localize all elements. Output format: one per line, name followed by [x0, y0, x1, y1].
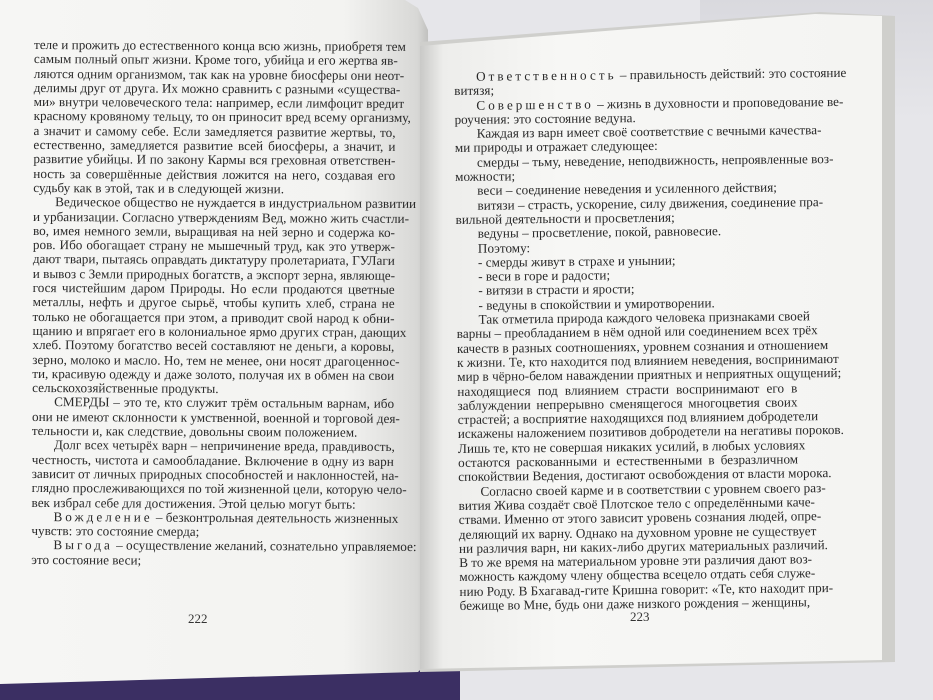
- line-text: гося чистейшим даром Природы. Но если продаются цветные: [32, 280, 395, 297]
- line-text: а значит и самому себе. Если замедляется развитие жертвы, то,: [33, 122, 396, 140]
- line-text: – осуществление желаний, сознательно управляемое:: [112, 537, 417, 555]
- line-text: к жизни. Те, кто находится под влиянием неведения, воспринимают: [456, 350, 839, 370]
- line-text: Ведическое общество не нуждается в индустриальном развитии: [55, 194, 417, 212]
- line-text: деляющий их варну. Однако на духовном уровне не существует: [458, 522, 817, 542]
- text-line: [31, 553, 393, 569]
- line-text: - ведуны в спокойствии и умиротворении.: [478, 295, 715, 313]
- line-text: честность, чистота и самообладание. Включение в одну из варн: [31, 451, 394, 469]
- page-number-right: 223: [630, 609, 650, 624]
- line-text: страстей; а восприятие находящихся под влиянием добродетели: [457, 408, 819, 428]
- line-text: сельскохозяйственные продукты.: [32, 380, 219, 397]
- line-text: они не имеют склонности к умственной, военной и торговой дея-: [31, 408, 400, 426]
- line-text: Каждая из варн имеет своё соответствие с вечными качества-: [476, 122, 822, 141]
- emphasized-term: Вожделение: [53, 508, 153, 525]
- line-text: только не обогащается при этом, а приводит свой народ к обни-: [32, 308, 395, 326]
- left-page-text: [31, 37, 417, 569]
- line-text: чувств: это состояние смерда;: [31, 523, 200, 539]
- line-text: – жизнь в духовности и проповедование ве-: [593, 93, 844, 112]
- line-text: и вывоз с Земли природных богатств, а экспорт зерна, являюще-: [32, 265, 396, 283]
- line-text: смерды – тьму, неведение, неподвижность, непроявленные воз-: [476, 150, 834, 170]
- line-text: Долг всех четырёх варн – непричинение вреда, правдивость,: [53, 437, 395, 455]
- line-text: - смерды живут в страхе и унынии;: [477, 252, 676, 270]
- line-text: можность каждому члену общества всецело отдать себя служе-: [459, 565, 816, 585]
- line-text: Так отметила природа каждого человека признаками своей: [478, 308, 810, 327]
- line-text: Поэтому:: [477, 239, 531, 256]
- line-text: вития Жива создаёт своё Плотское тело с определёнными каче-: [458, 494, 815, 513]
- line-text: металлы, нефть и другое сырьё, чтобы купить хлеб, страна не: [32, 294, 395, 312]
- line-text: – правильность действий: это состояние: [616, 64, 847, 83]
- line-text: ность за совершённые действия ложится на него, создавая его: [33, 165, 396, 183]
- line-text: красному кровяному тельцу, то он приносит вред всему организму,: [33, 108, 411, 126]
- right-page-text: [454, 64, 847, 613]
- line-text: ров. Ибо обогащает страну не мышечный труд, как это утверж-: [32, 237, 395, 255]
- line-text: это состояние веси;: [31, 551, 142, 568]
- line-text: В то же время на материальном уровне эти различия дают воз-: [459, 551, 813, 571]
- line-text: и урбанизации. Согласно утверждениям Вед, можно жить счастли-: [33, 208, 410, 226]
- line-text: находящиеся под влиянием страсти воспринимают его в: [457, 379, 798, 399]
- line-text: СМЕРДЫ – это те, кто служит трём остальным варнам, ибо: [54, 394, 395, 412]
- line-text: Лишь те, кто не совершая никаких усилий, в любых условиях: [457, 437, 806, 456]
- line-text: качеств в разных соотношениях, уровнем сознания и отношением: [456, 336, 829, 356]
- line-text: зависит от личных природных способностей и наклонностей, на-: [31, 465, 399, 483]
- line-text: самым полный опыт жизни. Кроме того, убийца и его жертва яв-: [33, 51, 398, 69]
- line-text: – безконтрольная деятельность жизненных: [152, 509, 399, 526]
- line-text: веси – соединение неведения и усиленного действия;: [477, 180, 777, 199]
- line-text: витязя;: [454, 82, 495, 99]
- line-text: ведуны – просветление, покой, равновесие.: [477, 223, 722, 242]
- line-text: заблуждении непрерывно сменящегося многоцветия своих: [457, 394, 798, 413]
- line-text: во, имея немного земли, выращивая на ней зерно и содержа ко-: [32, 222, 396, 240]
- line-text: варны – преобладанием в нём одной или соединением всех трёх: [456, 322, 818, 342]
- emphasized-term: Совершенство: [476, 96, 594, 113]
- line-text: бежище во Мне, будь они даже низкого рождения – женщины,: [459, 594, 811, 613]
- line-text: хлеб. Поэтому богатство весей составляют не деньги, а коровы,: [32, 337, 395, 355]
- line-text: зерно, молоко и масло. Но, тем не менее, они носят драгоценнос-: [32, 351, 400, 369]
- line-text: - витязи в страсти и ярости;: [478, 281, 635, 299]
- line-text: Согласно своей карме и в соответствии с уровнем своего раз-: [480, 479, 826, 499]
- line-text: развитие убийцы. И по закону Кармы вся греховная ответствен-: [33, 151, 396, 169]
- line-text: нию Роду. В Бхагавад-гите Кришна говорит: «Те, кто находит при-: [459, 579, 834, 599]
- line-text: ни различия варн, ни каких-либо других материальных различий.: [458, 536, 828, 556]
- line-text: глядно прослеживающихся по той жизненной цели, которую чело-: [31, 480, 407, 498]
- line-text: - веси в горе и радости;: [478, 267, 611, 284]
- line-text: ствами. Именно от этого зависит уровень сознания людей, опре-: [458, 508, 822, 528]
- line-text: естественно, замедляется развитие всей биосферы, а значит, и: [33, 137, 396, 154]
- page-number-left: 222: [188, 611, 208, 626]
- line-text: делимы друг от друга. Их можно сравнить с разными «существа-: [33, 79, 401, 97]
- line-text: век избрал себе для достижения. Этой целью могут быть:: [31, 494, 356, 512]
- line-text: теле и прожить до естественного конца всю жизнь, приобретя тем: [33, 37, 406, 54]
- emphasized-term: Ответственность: [475, 67, 617, 84]
- line-text: щанию и впрягает его в колониальное ярмо других стран, дающих: [32, 322, 407, 340]
- line-text: искажены наложением позитивов добродетели на негативы пороков.: [457, 422, 844, 442]
- line-text: роучения: это состояние ведуна.: [454, 109, 636, 127]
- line-text: витязи – страсть, ускорение, силу движения, соединение пра-: [477, 193, 824, 213]
- line-text: ми природы и отражает следующее:: [454, 138, 658, 156]
- line-text: ти, красивую одежду и даже золото, получая их в обмен на свои: [32, 365, 395, 383]
- emphasized-term: Выгода: [53, 537, 113, 553]
- line-text: спокойствии Ведения, достигают освобождения от власти морока.: [458, 465, 832, 485]
- line-text: судьбу как в этой, так и в следующей жизни.: [33, 179, 285, 197]
- line-text: остаются раскованными и естественными в безразличном: [458, 451, 799, 470]
- line-text: ляются одним организмом, так как на уровне биосферы они неот-: [33, 65, 405, 83]
- line-text: вильной деятельности и просветления;: [455, 209, 675, 227]
- line-text: ми» внутри человеческого тела: например, если лимфоцит вредит: [33, 94, 405, 112]
- line-text: можности;: [455, 168, 516, 185]
- line-text: дают твари, пытаясь оправдать диктатуру пролетариата, ГУЛаги: [32, 251, 395, 269]
- line-text: мир в чёрно-белом наваждении приятных и неприятных ощущений;: [457, 365, 842, 385]
- line-text: тельности и, как следствие, довольны своим положением.: [31, 423, 358, 440]
